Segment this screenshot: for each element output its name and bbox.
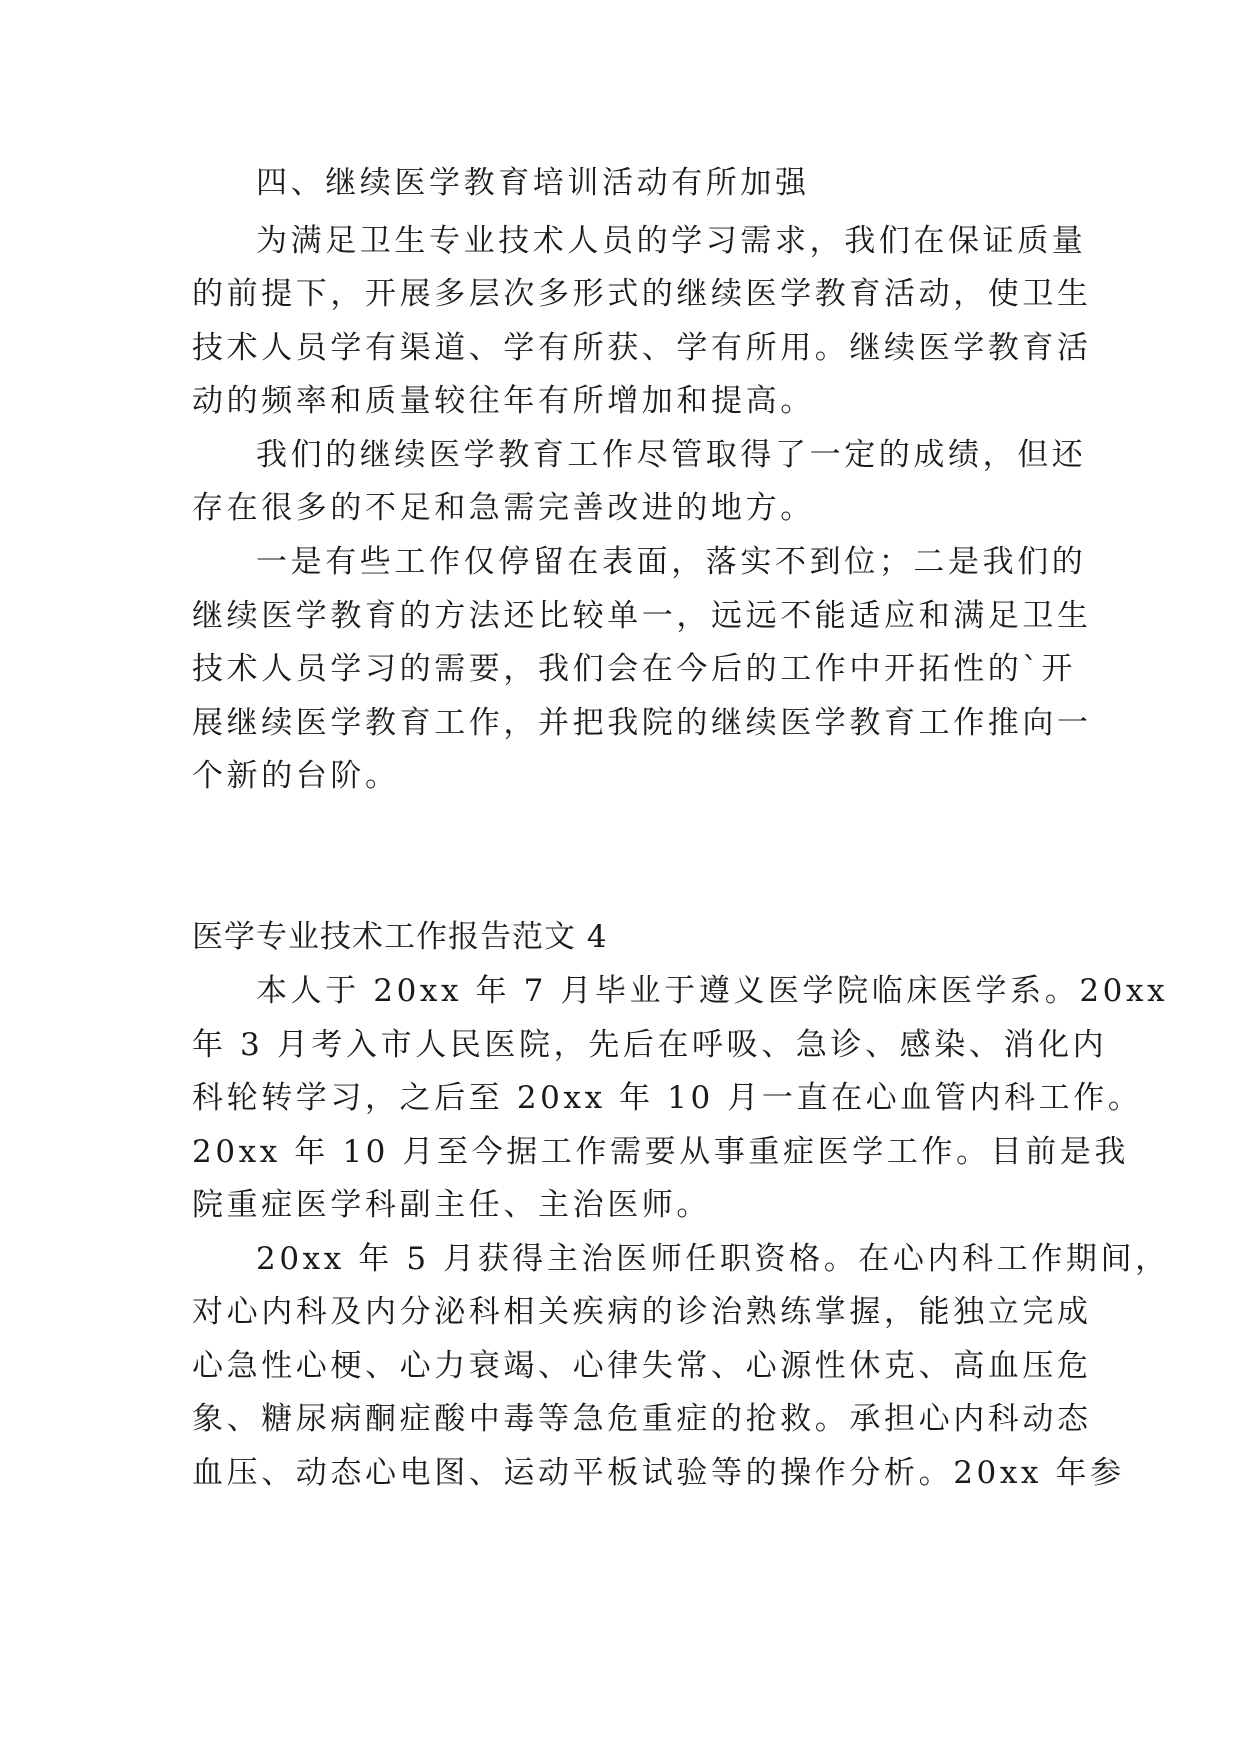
paragraph-line: 一是有些工作仅停留在表面，落实不到位；二是我们的 (256, 544, 1087, 580)
paragraph-line: 技术人员学有渠道、学有所获、学有所用。继续医学教育活 (192, 330, 1092, 366)
paragraph-line: 我们的继续医学教育工作尽管取得了一定的成绩，但还 (256, 437, 1087, 473)
paragraph-line: 的前提下，开展多层次多形式的继续医学教育活动，使卫生 (192, 276, 1092, 312)
paragraph-line: 象、糖尿病酮症酸中毒等急危重症的抢救。承担心内科动态 (192, 1401, 1092, 1437)
section-heading: 四、继续医学教育培训活动有所加强 (256, 165, 810, 201)
paragraph-line: 年 3 月考入市人民医院，先后在呼吸、急诊、感染、消化内 (192, 1027, 1108, 1063)
paragraph-line: 动的频率和质量较往年有所增加和提高。 (192, 383, 815, 419)
paragraph-line: 个新的台阶。 (192, 758, 400, 794)
paragraph-line: 技术人员学习的需要，我们会在今后的工作中开拓性的`开 (192, 651, 1077, 687)
paragraph-line: 20xx 年 5 月获得主治医师任职资格。在心内科工作期间， (256, 1241, 1170, 1277)
paragraph-line: 院重症医学科副主任、主治医师。 (192, 1187, 711, 1223)
paragraph-line: 对心内科及内分泌科相关疾病的诊治熟练掌握，能独立完成 (192, 1294, 1092, 1330)
paragraph-line: 继续医学教育的方法还比较单一，远远不能适应和满足卫生 (192, 598, 1092, 634)
paragraph-line: 存在很多的不足和急需完善改进的地方。 (192, 490, 815, 526)
paragraph-line: 血压、动态心电图、运动平板试验等的操作分析。20xx 年参 (192, 1455, 1125, 1491)
paragraph-line: 科轮转学习，之后至 20xx 年 10 月一直在心血管内科工作。 (192, 1080, 1143, 1116)
paragraph-line: 本人于 20xx 年 7 月毕业于遵义医学院临床医学系。20xx (256, 973, 1169, 1009)
paragraph-line: 为满足卫生专业技术人员的学习需求，我们在保证质量 (256, 223, 1087, 259)
paragraph-line: 展继续医学教育工作，并把我院的继续医学教育工作推向一 (192, 705, 1092, 741)
paragraph-line: 心急性心梗、心力衰竭、心律失常、心源性休克、高血压危 (192, 1348, 1092, 1384)
paragraph-line: 20xx 年 10 月至今据工作需要从事重症医学工作。目前是我 (192, 1134, 1130, 1170)
essay-title: 医学专业技术工作报告范文 4 (192, 919, 608, 955)
